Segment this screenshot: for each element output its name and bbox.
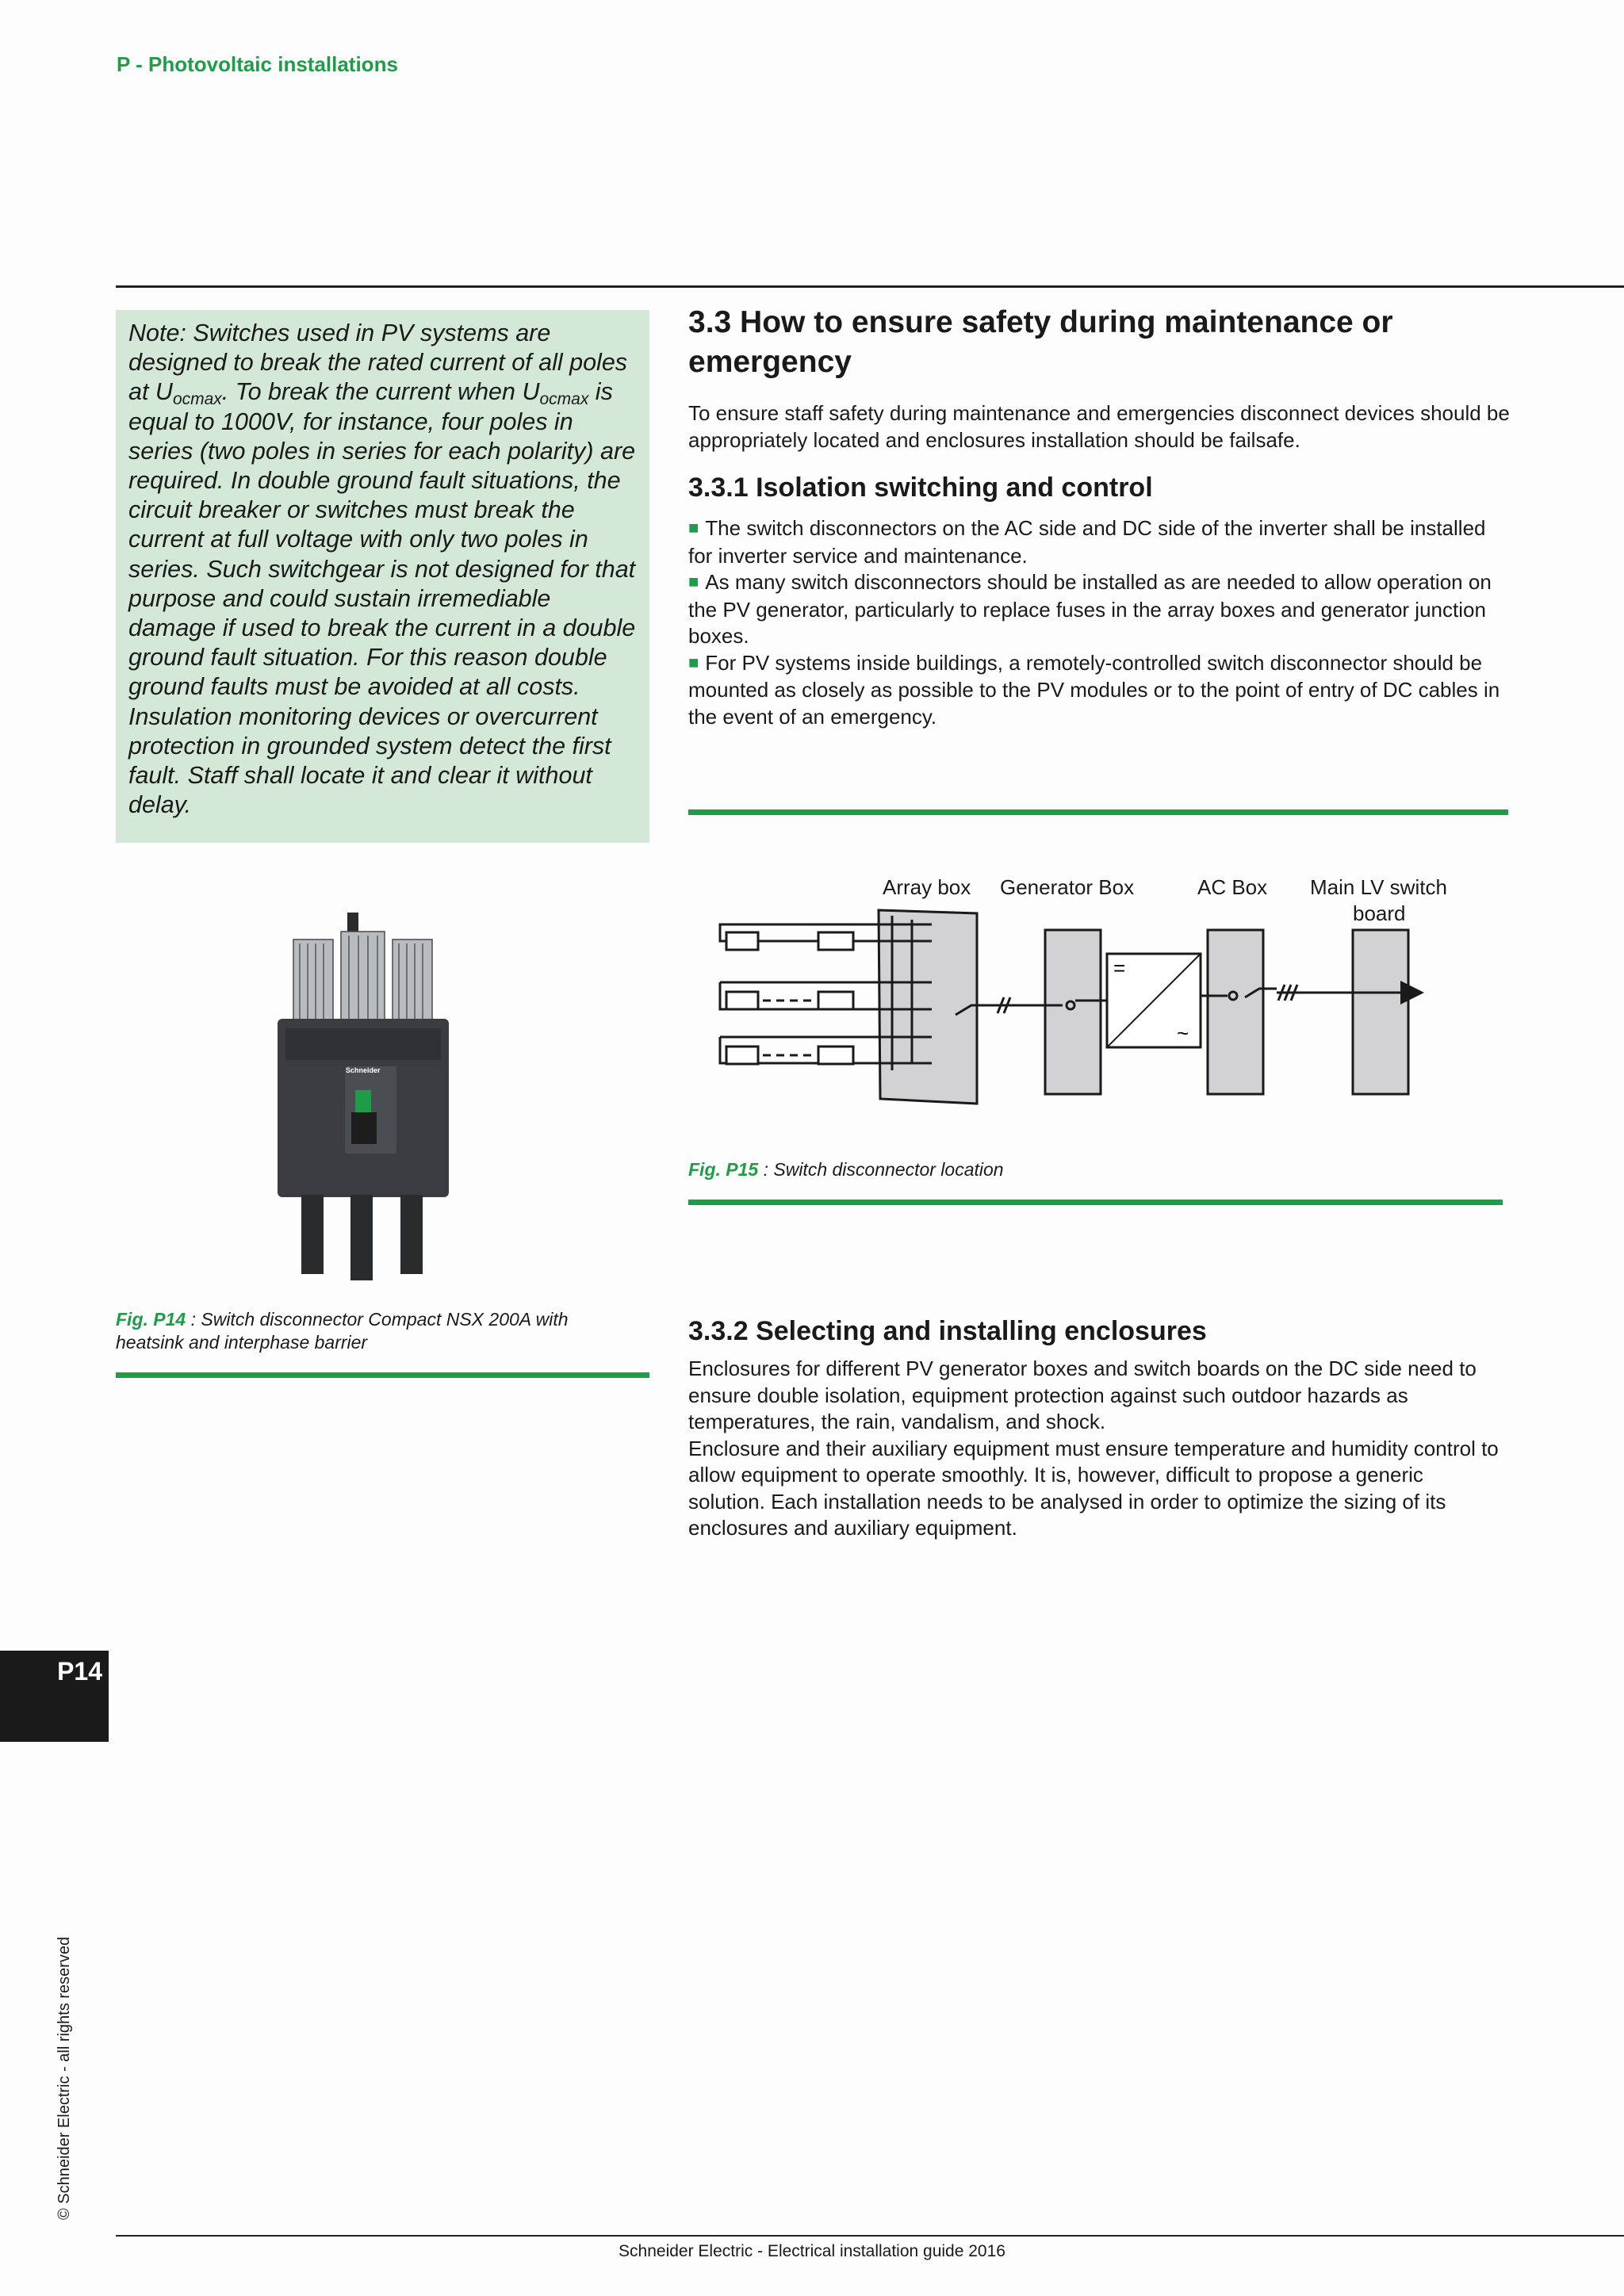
list-item: ■ As many switch disconnectors should be installed as are needed to allow operation on the PV generator, particularly to replace fuses in the array boxes and generator junction boxes. (688, 569, 1513, 650)
generator-box-label: Generator Box (1000, 875, 1135, 899)
fig-p14-caption: Fig. P14 : Switch disconnector Compact NSX 200A with heatsink and interphase barrier (116, 1309, 569, 1353)
section-3-3-title: 3.3 How to ensure safety during maintenance or emergency (688, 305, 1393, 379)
list-item: ■ For PV systems inside buildings, a remotely-controlled switch disconnector should be mounted as closely as possible to the PV modules or to the point of entry of DC cables in the event of an emergency. (688, 650, 1513, 731)
header-divider (116, 285, 1624, 288)
list-item: ■ The switch disconnectors on the AC side and DC side of the inverter shall be installed for inverter service and maintenance. (688, 515, 1513, 569)
inverter-dc-symbol: = (1113, 956, 1126, 980)
inverter-ac-symbol: ~ (1177, 1021, 1189, 1045)
footer-text: Schneider Electric - Electrical installation guide 2016 (619, 2242, 1005, 2260)
section-3-3-2-body (688, 1356, 1505, 1542)
paragraph: Enclosures for different PV generator boxes and switch boards on the DC side need to ensure double isolation, equipment protection against such outdoor hazards as temperatures, the rain, vandalism, and shock. (688, 1357, 1477, 1433)
array-box-label: Array box (883, 875, 971, 899)
fig-p15-caption: Fig. P15 : Switch disconnector location (688, 1159, 1004, 1180)
section-3-3-1-title: 3.3.1 Isolation switching and control (688, 473, 1153, 503)
section-3-3-intro: To ensure staff safety during maintenance and emergencies disconnect devices should be appropriately located and enclosures installation should be failsafe. (688, 401, 1510, 452)
figure-rule (688, 1200, 1503, 1205)
bullet-list (688, 515, 1513, 730)
main-lv-label-2: board (1353, 901, 1406, 925)
note-box (116, 310, 649, 843)
main-lv-label: Main LV switch (1310, 875, 1447, 899)
generator-box (1045, 930, 1101, 1094)
ac-box-label: AC Box (1197, 875, 1268, 899)
switch-disconnector-diagram (688, 864, 1529, 1118)
array-box (879, 910, 977, 1104)
ac-box (1208, 930, 1263, 1094)
figure-rule (116, 1372, 649, 1378)
figure-rule (688, 809, 1508, 815)
paragraph: Enclosure and their auxiliary equipment must ensure temperature and humidity control to allow equipment to operate smoothly. It is, however, difficult to propose a generic solution. Each installation needs to be analysed in order to optimize the sizing of its enclosures and auxiliary equipment. (688, 1436, 1499, 1540)
copyright-notice: © Schneider Electric - all rights reserved (56, 1936, 73, 2220)
footer-divider (116, 2235, 1624, 2237)
page-number: P14 (57, 1657, 102, 1686)
switch-disconnector-photo (270, 908, 460, 1280)
section-header: P - Photovoltaic installations (117, 52, 398, 76)
page-number-tab (0, 1651, 109, 1742)
note-text: Note: Switches used in PV systems are designed to break the rated current of all poles at $U_{ocmax}$. To break the current when $U_{ocmax}$ is equal to 1000V, for instance, four poles in series (two poles in series for each polarity) are required. In double ground fault situations, the circuit breaker or switches must break the current at full voltage with only two poles in series. Such switchgear is not designed for that purpose and could sustain irremediable damage if used to break the current in a double ground fault situation. For this reason double ground faults must be avoided at all costs. Insulation monitoring devices or overcurrent protection in grounded system detect the first fault. Staff shall locate it and clear it without delay. (128, 320, 636, 819)
brand-logo: Schneider (346, 1066, 381, 1074)
section-3-3-2-title: 3.3.2 Selecting and installing enclosures (688, 1316, 1207, 1346)
main-lv-board (1353, 930, 1408, 1094)
